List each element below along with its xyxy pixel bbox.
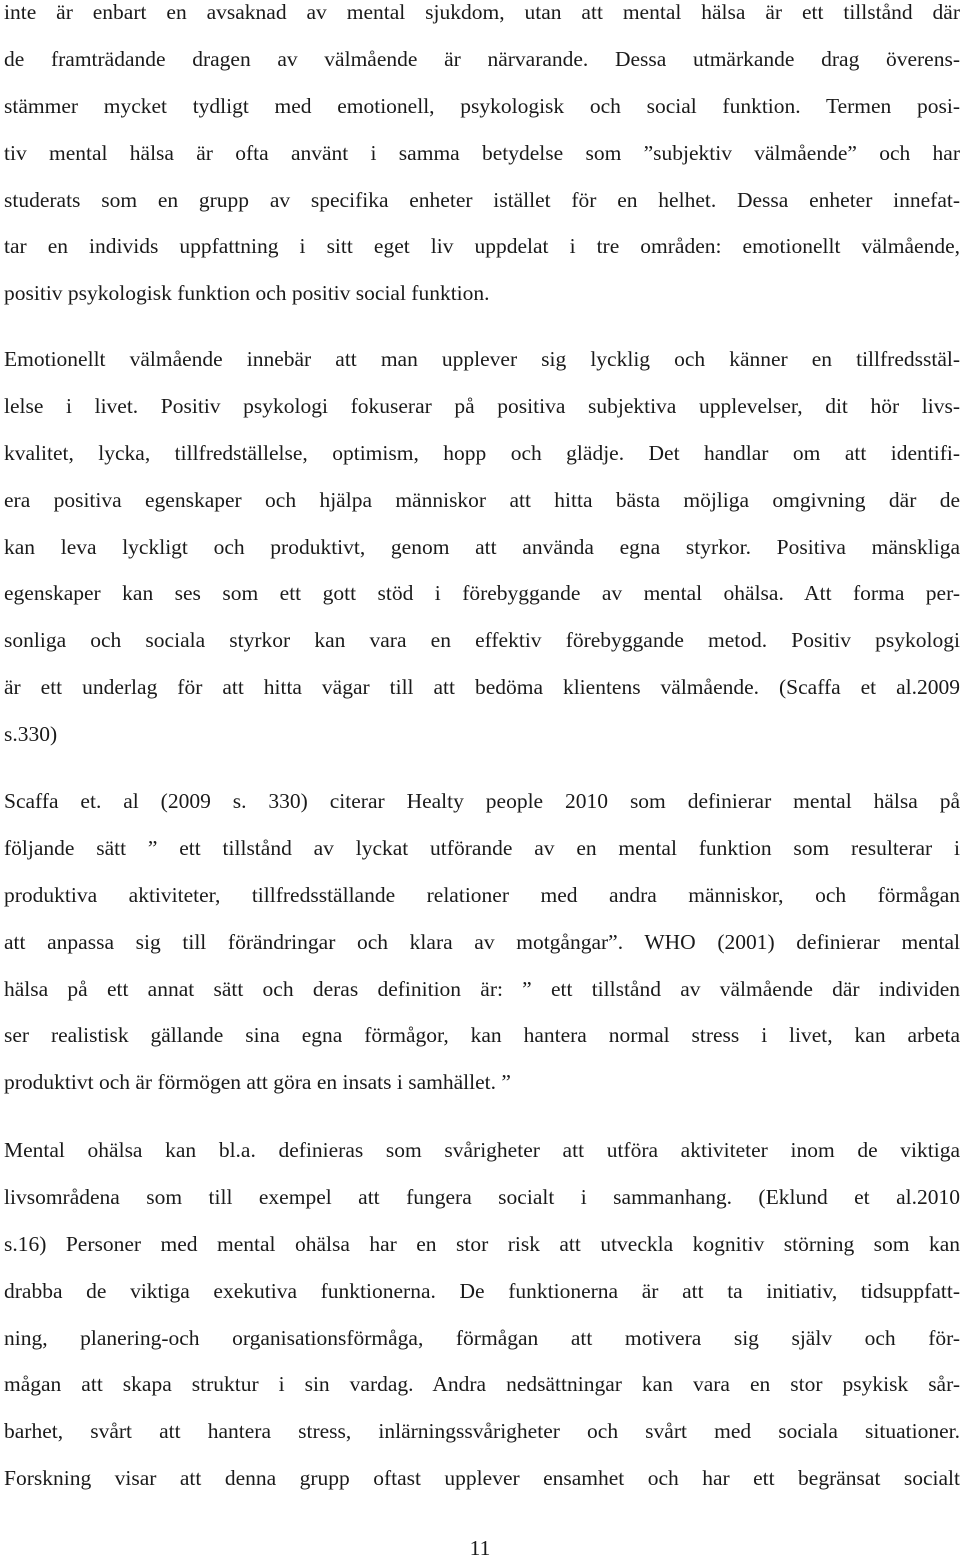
text-line: tar en individs uppfattning i sitt eget liv uppdelat i tre områden: emotionellt välmående, <box>4 234 960 259</box>
text-line: kvalitet, lycka, tillfredställelse, optimism, hopp och glädje. Det handlar om att identifi- <box>4 440 960 465</box>
text-line: egenskaper kan ses som ett gott stöd i förebyggande av mental ohälsa. Att forma per- <box>4 581 960 606</box>
text-line: följande sätt ” ett tillstånd av lyckat utförande av en mental funktion som resulterar i <box>4 835 960 860</box>
text-line: Mental ohälsa kan bl.a. definieras som svårigheter att utföra aktiviteter inom de viktiga <box>4 1138 960 1162</box>
text-line: sonliga och sociala styrkor kan vara en effektiv förebyggande metod. Positiv psykologi <box>4 628 960 653</box>
text-line: Emotionellt välmående innebär att man upplever sig lycklig och känner en tillfredsstäl- <box>4 347 960 371</box>
text-line: s.330) <box>4 722 58 747</box>
text-line: barhet, svårt att hantera stress, inlärningssvårigheter och svårt med sociala situationer. <box>4 1419 960 1444</box>
paragraph-2 <box>4 336 960 758</box>
text-line: s.16) Personer med mental ohälsa har en stor risk att utveckla kognitiv störning som kan <box>4 1231 960 1256</box>
text-line: de framträdande dragen av välmående är närvarande. Dessa utmärkande drag överens- <box>4 46 960 71</box>
paragraph-4 <box>4 1127 960 1502</box>
text-line: att anpassa sig till förändringar och klara av motgångar”. WHO (2001) definierar mental <box>4 929 960 954</box>
text-line: positiv psykologisk funktion och positiv social funktion. <box>4 281 490 306</box>
text-line: är ett underlag för att hitta vägar till att bedöma klientens välmående. (Scaffa et al.2009 <box>4 675 960 700</box>
text-line: tiv mental hälsa är ofta använt i samma betydelse som ”subjektiv välmående” och har <box>4 140 960 165</box>
text-line: lelse i livet. Positiv psykologi fokuserar på positiva subjektiva upplevelser, dit hör livs- <box>4 393 960 418</box>
text-line: kan leva lyckligt och produktivt, genom att använda egna styrkor. Positiva mänskliga <box>4 534 960 559</box>
text-line: ning, planering-och organisationsförmåga, förmågan att motivera sig själv och för- <box>4 1325 960 1350</box>
text-line: ser realistisk gällande sina egna förmågor, kan hantera normal stress i livet, kan arbeta <box>4 1023 960 1048</box>
text-line: produktiva aktiviteter, tillfredsställande relationer med andra människor, och förmågan <box>4 882 960 907</box>
text-line: Scaffa et. al (2009 s. 330) citerar Healty people 2010 som definierar mental hälsa på <box>4 789 960 813</box>
text-line: hälsa på ett annat sätt och deras definition är: ” ett tillstånd av välmående där individen <box>4 976 960 1001</box>
text-line: drabba de viktiga exekutiva funktionerna. De funktionerna är att ta initiativ, tidsuppfatt- <box>4 1278 960 1303</box>
text-line: stämmer mycket tydligt med emotionell, psykologisk och social funktion. Termen posi- <box>4 93 960 118</box>
text-line: era positiva egenskaper och hjälpa människor att hitta bästa möjliga omgivning där de <box>4 487 960 512</box>
paragraph-3 <box>4 778 960 1106</box>
text-line: studerats som en grupp av specifika enheter istället för en helhet. Dessa enheter innefat- <box>4 187 960 212</box>
text-line: inte är enbart en avsaknad av mental sjukdom, utan att mental hälsa är ett tillstånd där <box>4 0 960 24</box>
text-line: produktivt och är förmögen att göra en insats i samhället. ” <box>4 1070 511 1095</box>
page-number: 11 <box>469 1536 491 1560</box>
text-line: mågan att skapa struktur i sin vardag. Andra nedsättningar kan vara en stor psykisk sår- <box>4 1372 960 1397</box>
paragraph-1 <box>4 0 960 317</box>
text-line: livsområdena som till exempel att fungera socialt i sammanhang. (Eklund et al.2010 <box>4 1184 960 1209</box>
text-line: Forskning visar att denna grupp oftast upplever ensamhet och har ett begränsat socialt <box>4 1466 960 1491</box>
